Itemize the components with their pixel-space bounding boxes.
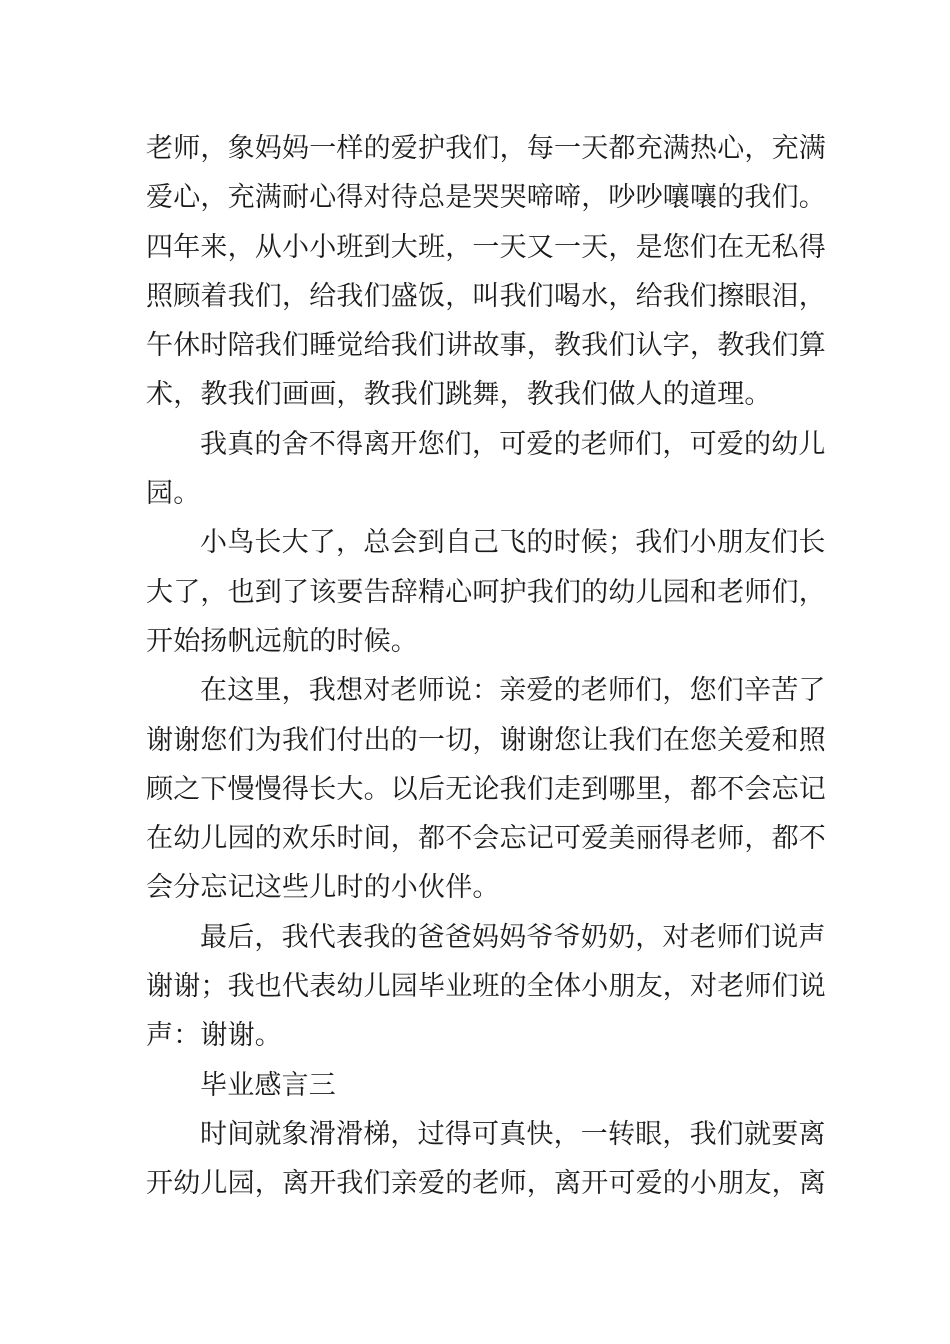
section-heading: 毕业感言三: [200, 1069, 336, 1101]
text-line: 在幼儿园的欢乐时间，都不会忘记可爱美丽得老师，都不: [146, 823, 826, 855]
text-line: 声：谢谢。: [146, 1020, 282, 1052]
text-line: 老师，象妈妈一样的爱护我们，每一天都充满热心，充满: [146, 133, 826, 164]
text-line: 开始扬帆远航的时候。: [146, 625, 418, 657]
paragraph-first-line: 在这里，我想对老师说：亲爱的老师们，您们辛苦了: [200, 675, 826, 707]
paragraph-first-line: 最后，我代表我的爸爸妈妈爷爷奶奶，对老师们说声: [200, 921, 826, 953]
text-line: 四年来，从小小班到大班，一天又一天，是您们在无私得: [146, 231, 826, 263]
paragraph-first-line: 我真的舍不得离开您们，可爱的老师们，可爱的幼儿: [200, 428, 826, 460]
text-line: 会分忘记这些儿时的小伙伴。: [146, 872, 500, 904]
text-line: 照顾着我们，给我们盛饭，叫我们喝水，给我们擦眼泪，: [146, 280, 826, 312]
paragraph-first-line: 小鸟长大了，总会到自己飞的时候；我们小朋友们长: [200, 527, 826, 559]
text-line: 谢谢；我也代表幼儿园毕业班的全体小朋友，对老师们说: [146, 971, 826, 1003]
text-line: 顾之下慢慢得长大。以后无论我们走到哪里，都不会忘记: [146, 773, 826, 805]
paragraph-first-line: 时间就象滑滑梯，过得可真快，一转眼，我们就要离: [200, 1118, 826, 1150]
text-line: 爱心，充满耐心得对待总是哭哭啼啼，吵吵嚷嚷的我们。: [146, 182, 826, 214]
text-line: 园。: [146, 478, 201, 510]
text-line: 开幼儿园，离开我们亲爱的老师，离开可爱的小朋友，离: [146, 1168, 826, 1200]
text-line: 午休时陪我们睡觉给我们讲故事，教我们认字，教我们算: [146, 330, 826, 362]
text-line: 大了，也到了该要告辞精心呵护我们的幼儿园和老师们，: [146, 576, 826, 608]
text-line: 谢谢您们为我们付出的一切，谢谢您让我们在您关爱和照: [146, 724, 826, 756]
text-line: 术，教我们画画，教我们跳舞，教我们做人的道理。: [146, 379, 772, 411]
document-body: [146, 124, 826, 1209]
